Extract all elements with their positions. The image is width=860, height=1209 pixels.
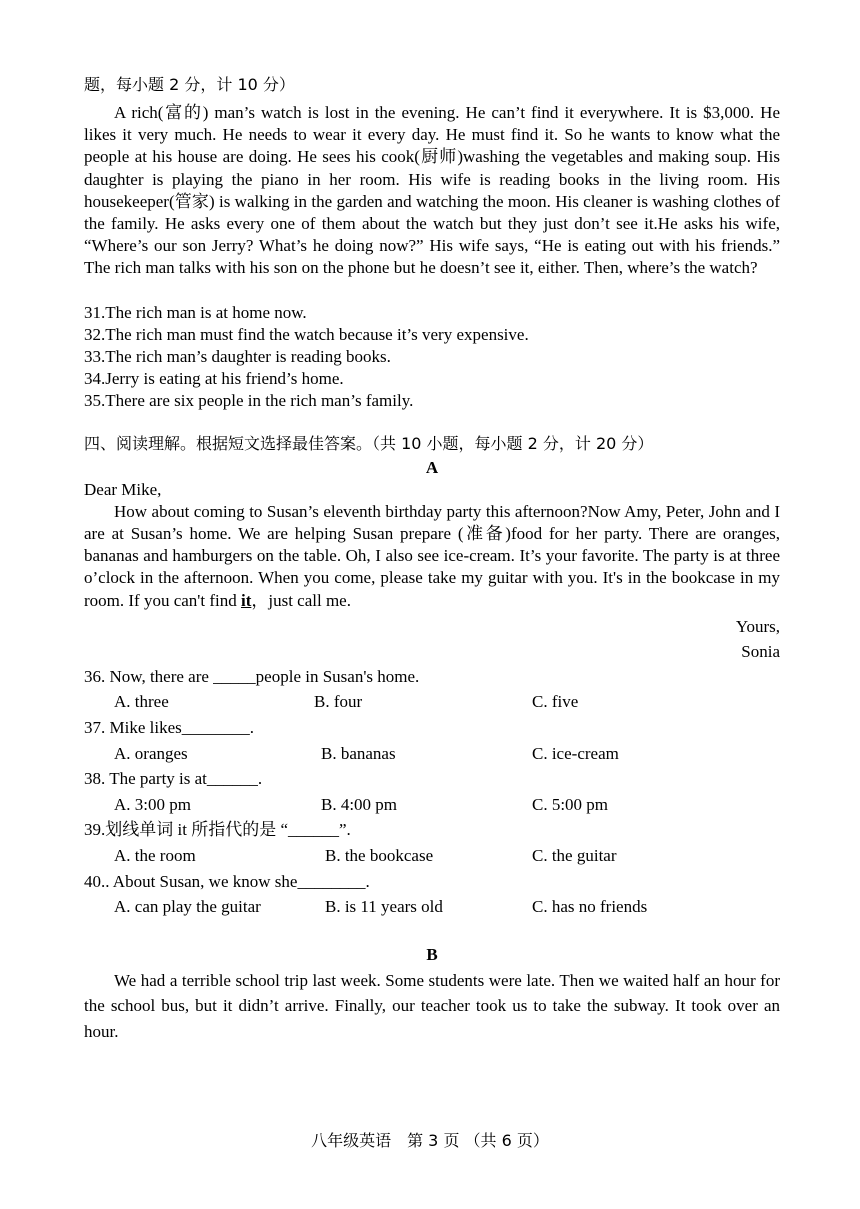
tf-item-33: 33.The rich man’s daughter is reading books.: [84, 347, 391, 367]
option-a: A. the room: [114, 846, 196, 866]
option-b: B. four: [314, 692, 363, 712]
letter-greeting: Dear Mike,: [84, 479, 162, 499]
underlined-word-it: it: [240, 590, 252, 610]
question-stem: 37. Mike likes________.: [84, 718, 254, 738]
option-b: B. bananas: [321, 743, 396, 763]
option-a: A. can play the guitar: [114, 897, 261, 917]
letter-signature: Sonia: [741, 641, 780, 661]
question-options: [84, 894, 780, 920]
option-c: C. 5:00 pm: [532, 794, 609, 814]
option-a: A. 3:00 pm: [114, 794, 191, 814]
tf-item-32: 32.The rich man must find the watch because it’s very expensive.: [84, 324, 529, 344]
spacer: [84, 280, 780, 302]
option-c: C. the guitar: [532, 846, 617, 866]
letter-body: [84, 501, 780, 612]
page-footer: 八年级英语 第 3 页 （共 6 页）: [311, 1131, 549, 1150]
section-three-heading-tail: 题，每小题 2 分，计 10 分）: [84, 75, 295, 94]
tf-item-34: 34.Jerry is eating at his friend’s home.: [84, 369, 344, 389]
true-false-list: [84, 302, 780, 413]
question-stem: 38. The party is at______.: [84, 769, 263, 789]
exam-page: [84, 72, 780, 1044]
option-c: C. ice-cream: [532, 743, 619, 763]
option-c: C. has no friends: [532, 897, 648, 917]
tf-item-35: 35.There are six people in the rich man’s family.: [84, 391, 414, 411]
option-b: B. 4:00 pm: [321, 794, 398, 814]
tf-item-31: 31.The rich man is at home now.: [84, 302, 307, 322]
letter-closing: Yours,: [735, 616, 780, 636]
letter-body-start: How about coming to Susan’s eleventh birthday party this afternoon?Now Amy, Peter, John and I are at Susan’s home. We are helping Susan prepare (准备)food for her party. There are oranges, bananas and hamburgers on the table. Oh, I also see ice-cream. It’s your favorite. The party is at three o’clock in the afternoon. When you come, please take my guitar with you. It's in the bookcase in my room. If you can't find: [84, 501, 780, 610]
option-c: C. five: [532, 692, 579, 712]
question-36: [84, 664, 780, 715]
passage-3-text: A rich(富的) man’s watch is lost in the evening. He can’t find it everywhere. It is $3,000. He likes it very much. He needs to wear it every day. He must find it. So he wants to know what the people at his house are doing. He sees his cook(厨师)washing the vegetables and making soup. His daughter is playing the piano in her room. His wife is reading books in the living room. His housekeeper(管家) is walking in the garden and watching the moon. His cleaner is washing clothes of the family. He asks every one of them about the watch but they just don’t see it.He asks his wife, “Where’s our son Jerry? What’s he doing now?” His wife says, “He is eating out with his friends.” The rich man talks with his son on the phone but he doesn’t see it, either. Then, where’s the watch?: [84, 103, 780, 278]
question-options: [84, 843, 780, 869]
passage-b-label: B: [426, 944, 438, 964]
question-options: [84, 741, 780, 767]
question-38: [84, 766, 780, 817]
question-stem: 40.. About Susan, we know she________.: [84, 871, 370, 891]
passage-a-label: A: [425, 457, 439, 477]
option-b: B. is 11 years old: [325, 897, 443, 917]
option-a: A. three: [114, 692, 169, 712]
option-a: A. oranges: [114, 743, 188, 763]
question-options: [84, 689, 780, 715]
passage-b-text: We had a terrible school trip last week. Some students were late. Then we waited half an hour for the school bus, but it didn’t arrive. Finally, our teacher took us to take the subway. It took over an hour.: [84, 970, 780, 1041]
question-stem: 36. Now, there are _____people in Susan's home.: [84, 666, 420, 686]
option-b: B. the bookcase: [325, 846, 434, 866]
section-four-heading: 四、阅读理解。根据短文选择最佳答案。（共 10 小题，每小题 2 分，计 20 分）: [84, 433, 654, 453]
question-options: [84, 792, 780, 818]
letter-body-end: ，just call me.: [251, 590, 351, 610]
question-stem: 39.划线单词 it 所指代的是 “______”.: [84, 820, 351, 840]
question-37: [84, 715, 780, 766]
question-40: [84, 869, 780, 920]
question-39: [84, 817, 780, 868]
